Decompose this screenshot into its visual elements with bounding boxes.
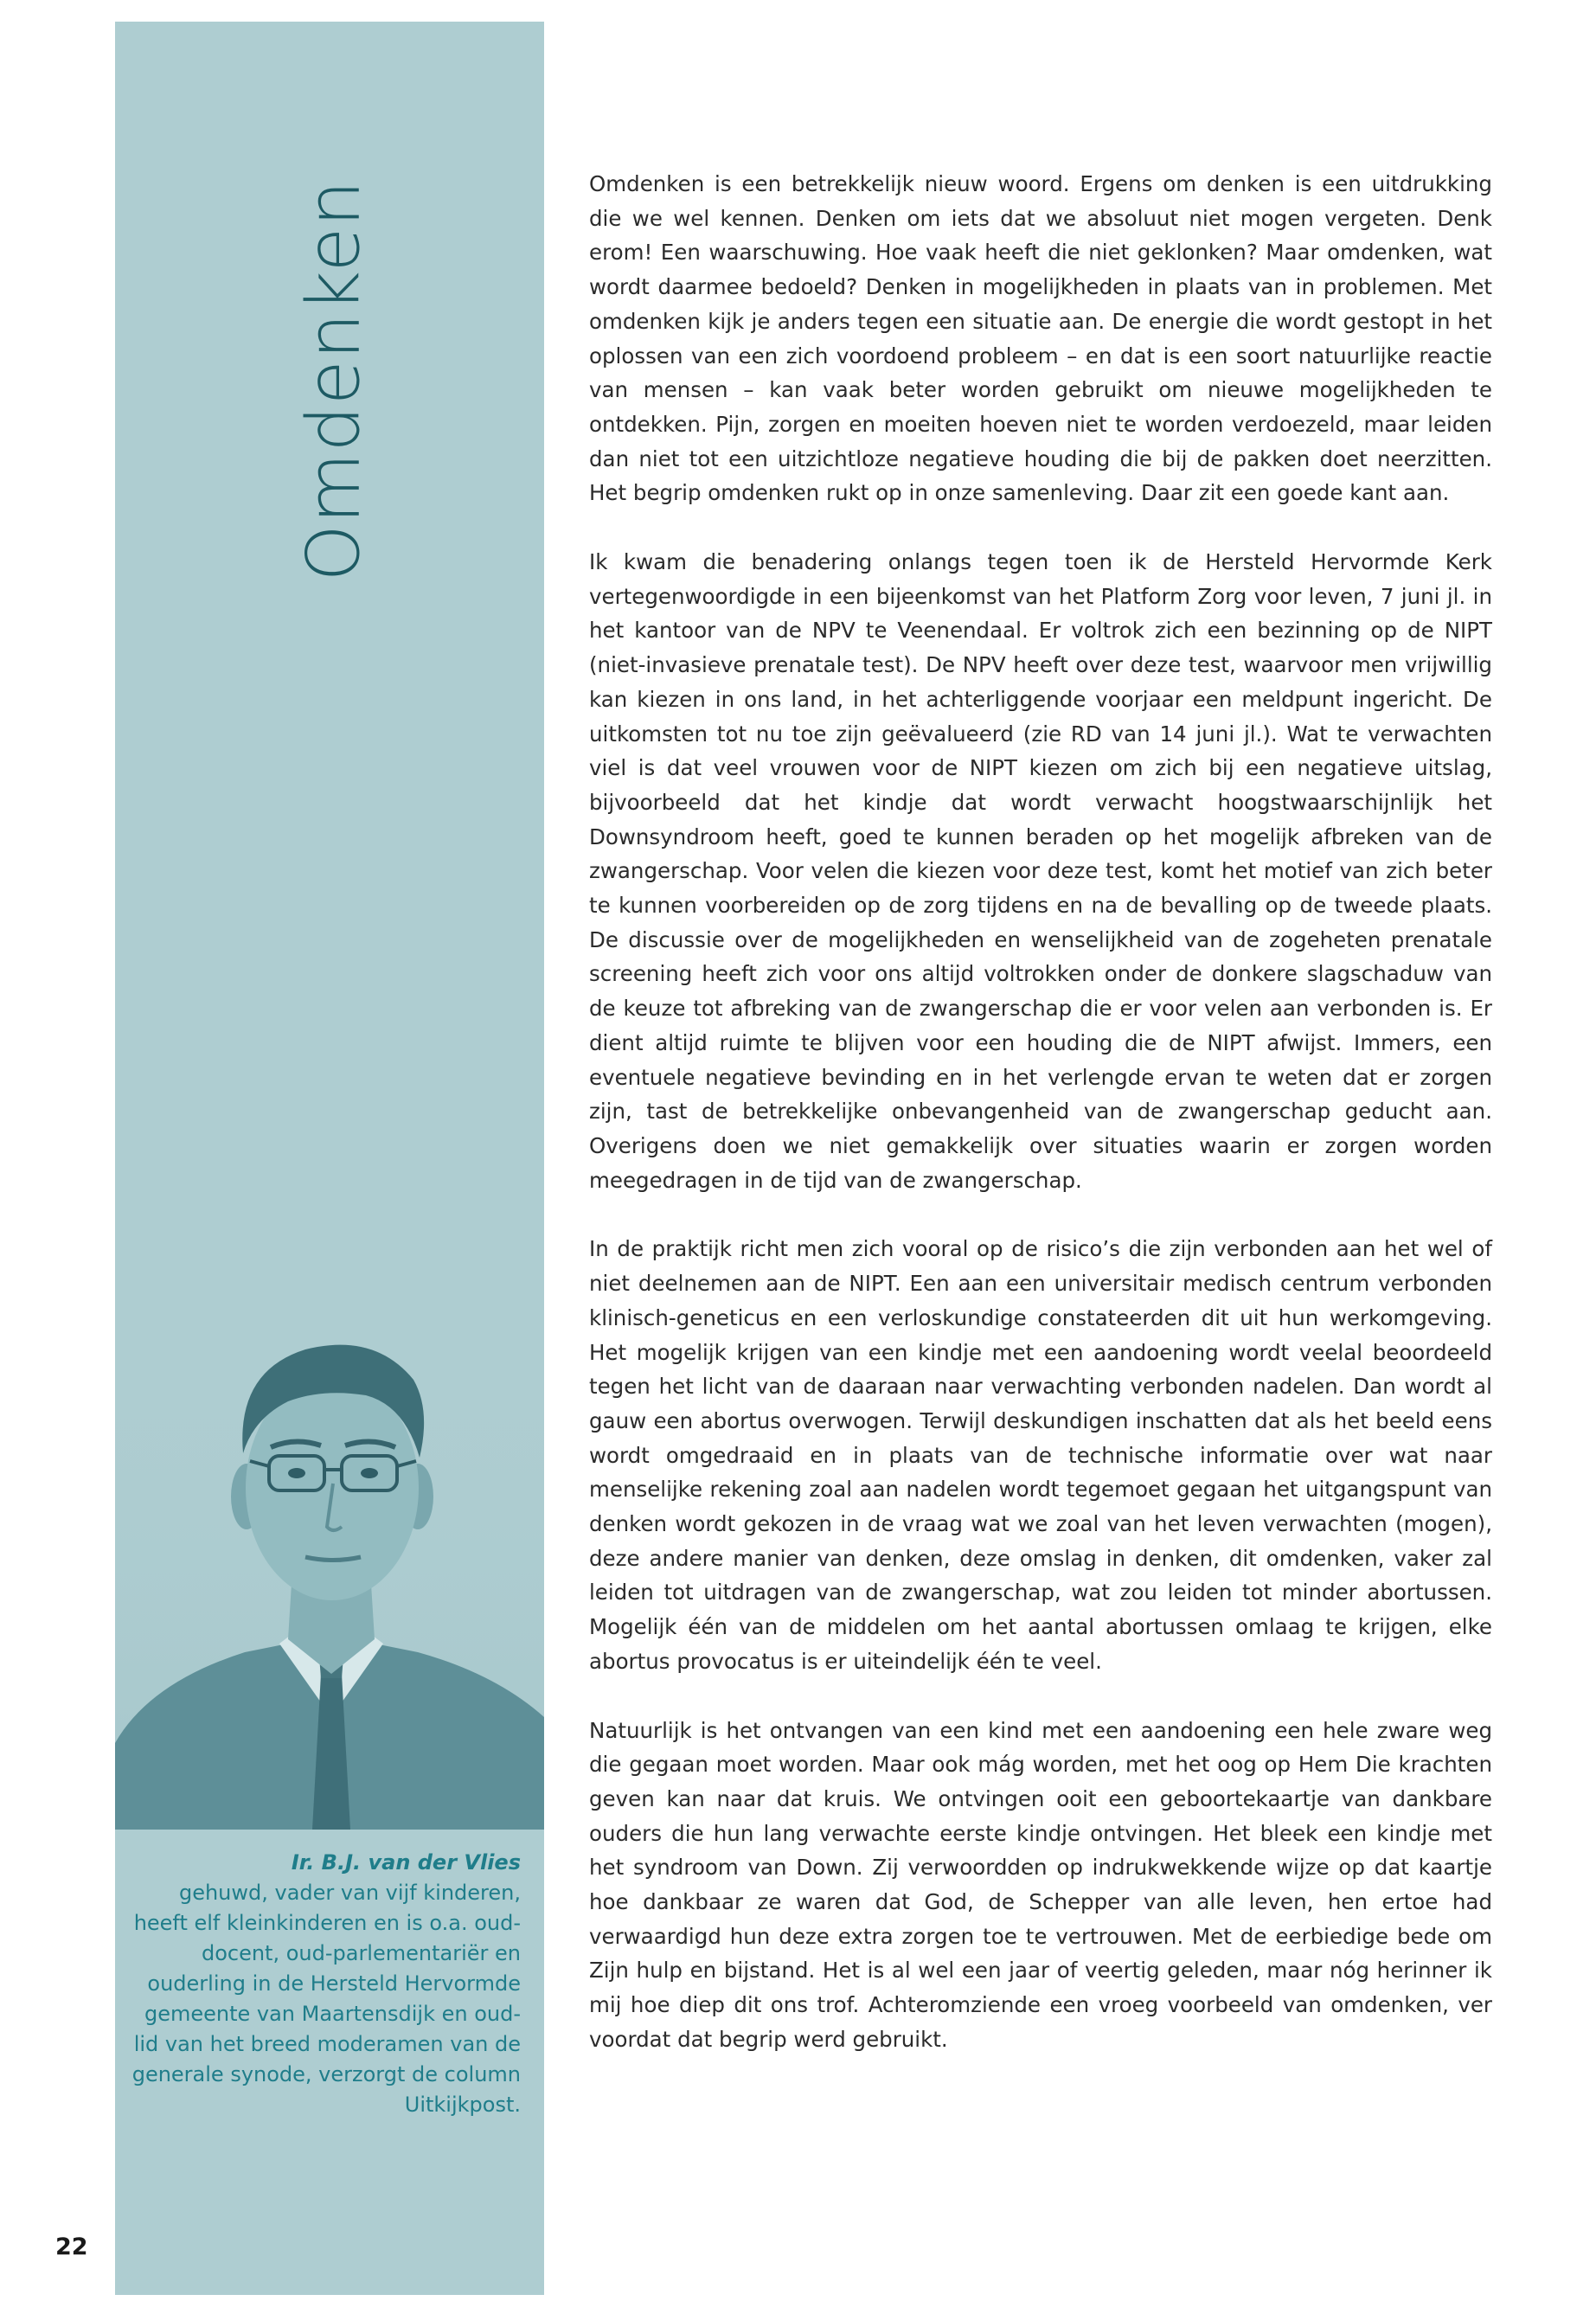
article-paragraph: In de praktijk richt men zich vooral op de risico’s die zijn verbonden aan het wel of niet deelnemen aan de NIPT. Een aan een universitair medisch centrum verbonden klinisch-geneticus en een verloskundige constateerden dit uit hun werkomgeving. Het mogelijk krijgen van een kindje met een aandoening wordt veelal beoordeeld tegen het licht van de daaraan naar verwachting verbonden nadelen. Dan wordt al gauw een abortus overwogen. Terwijl deskundigen inschatten dat als het beeld eens wordt omgedraaid en in plaats van de technische informatie over wat naar menselijke rekening zoal aan nadelen wordt tegemoet gegaan het uitgangspunt van denken wordt gekozen in de vraag wat we zoal van het leven verwachten (mogen), deze andere manier van denken, deze omslag in denken, dit omdenken, vaker zal leiden tot uitdragen van de zwangerschap, wat zou leiden tot minder abortussen. Mogelijk één van de middelen om het aantal abortussen omlaag te krijgen, elke abortus provocatus is er uiteindelijk één te veel. (589, 1236, 1492, 1674)
article-paragraph: Omdenken is een betrekkelijk nieuw woord. Ergens om denken is een uitdrukking die we wel kennen. Denken om iets dat we absoluut niet mogen vergeten. Denk erom! Een waarschuwing. Hoe vaak heeft die niet geklonken? Maar omdenken, wat wordt daarmee bedoeld? Denken in mogelijkheden in plaats van in problemen. Met omdenken kijk je anders tegen een situatie aan. De energie die wordt gestopt in het oplossen van een zich voordoend probleem – en dat is een soort natuurlijke reactie van mensen – kan vaak beter worden gebruikt om nieuwe mogelijkheden te ontdekken. Pijn, zorgen en moeiten hoeven niet te worden verdoezeld, maar leiden dan niet tot een uitzichtloze negatieve houding die bij de pakken doet neerzitten. Het begrip omdenken rukt op in onze samenleving. Daar zit een goede kant aan. (589, 171, 1492, 506)
author-name: Ir. B.J. van der Vlies (291, 1850, 521, 1875)
author-bio (130, 1848, 521, 2120)
article-body (589, 167, 1492, 2092)
article-title-text: Omdenken (291, 179, 375, 582)
page-number: 22 (55, 2234, 88, 2260)
article-paragraph: Natuurlijk is het ontvangen van een kind met een aandoening een hele zware weg die gegaan moet worden. Maar ook mág worden, met het oog op Hem Die krachten geven kan naar dat kruis. We ontvingen ooit een geboortekaartje van dankbare ouders die hun lang verwachte eerste kindje ontvingen. Het bleek een kindje met het syndroom van Down. Zij verwoordden op indrukwekkende wijze op dat kaartje hoe dankbaar ze waren dat God, de Schepper van alle leven, hen ertoe had verwaardigd hun deze extra zorgen toe te vertrouwen. Met de eerbiedige bede om Zijn hulp en bijstand. Het is al wel een jaar of veertig geleden, maar nóg herinner ik mij hoe diep dit ons trof. Achteromziende een vroeg voorbeeld van omdenken, ver voordat dat begrip werd gebruikt. (589, 1717, 1492, 2052)
article-paragraph: Ik kwam die benadering onlangs tegen toen ik de Hersteld Hervormde Kerk vertegenwoordigde in een bijeenkomst van het Platform Zorg voor leven, 7 juni jl. in het kantoor van de NPV te Veenendaal. Er voltrok zich een bezinning op de NIPT (niet-invasieve prenatale test). De NPV heeft over deze test, waarvoor men vrijwillig kan kiezen in ons land, in het achterliggende voorjaar een meldpunt ingericht. De uitkomsten tot nu toe zijn geëvalueerd (zie RD van 14 juni jl.). Wat te verwachten viel is dat veel vrouwen voor de NIPT kiezen om zich bij een negatieve uitslag, bijvoorbeeld dat het kindje dat wordt verwacht hoogstwaarschijnlijk het Downsyndroom heeft, goed te kunnen beraden op het mogelijk afbreken van de zwangerschap. Voor velen die kiezen voor deze test, komt het motief van zich beter te kunnen voorbereiden op de zorg tijdens en na de bevalling op de tweede plaats. De discussie over de mogelijkheden en wenselijkheid van de zogeheten prenatale screening heeft zich voor ons altijd voltrokken onder de donkere slagschaduw van de keuze tot afbreking van de zwangerschap die er voor velen aan verbonden is. Er dient altijd ruimte te blijven voor een houding die de NIPT afwijst. Immers, een eventuele negatieve bevinding en in het verlengde ervan te weten dat er zorgen zijn, tast de betrekkelijke onbevangenheid van de zwangerschap geducht aan. Overigens doen we niet gemakkelijk over situaties waarin er zorgen worden meegedragen in de tijd van de zwangerschap. (589, 549, 1492, 1193)
author-portrait (115, 1311, 544, 1830)
author-bio-text: gehuwd, vader van vijf kinderen, heeft elf kleinkinderen en is o.a. oud-docent, oud-parlementariër en ouderling in de Hersteld Hervormde gemeente van Maartensdijk en oud-lid van het breed moderamen van de generale synode, verzorgt de column Uitkijkpost. (131, 1881, 521, 2117)
article-title (291, 177, 375, 584)
